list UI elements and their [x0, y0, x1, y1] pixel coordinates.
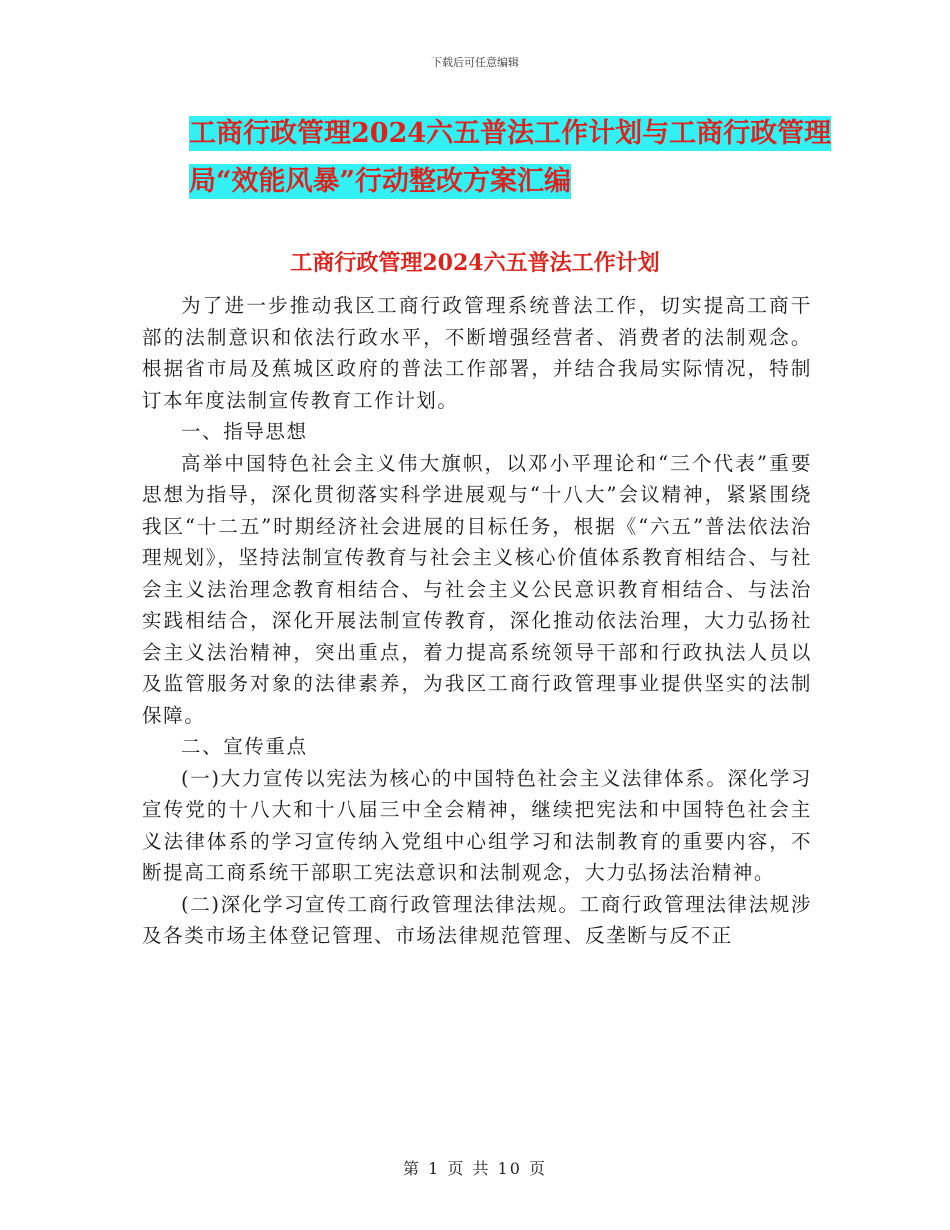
section-title: 工商行政管理2024六五普法工作计划: [290, 250, 660, 276]
paragraph: (二)深化学习宣传工商行政管理法律法规。工商行政管理法律法规涉及各类市场主体登记管理、市场法律规范管理、反垄断与反不正: [142, 892, 812, 947]
paragraph: 为了进一步推动我区工商行政管理系统普法工作，切实提高工商干部的法制意识和依法行政水平，不断增强经营者、消费者的法制观念。根据省市局及蕉城区政府的普法工作部署，并结合我局实际情况，特制订本年度法制宣传教育工作计划。: [142, 294, 812, 412]
title-line-1: 工商行政管理2024六五普法工作计划与工商行政管理: [189, 118, 832, 149]
document-body: [142, 290, 812, 952]
heading-publicity-focus: 二、宣传重点: [181, 735, 308, 758]
title-line-2: 局“效能风暴”行动整改方案汇编: [189, 166, 572, 197]
header-note: 下载后可任意编辑: [431, 56, 519, 69]
document-title: [140, 110, 840, 206]
heading-guiding-ideology: 一、指导思想: [181, 420, 308, 443]
paragraph: (一)大力宣传以宪法为核心的中国特色社会主义法律体系。深化学习宣传党的十八大和十八届三中全会精神，继续把宪法和中国特色社会主义法律体系的学习宣传纳入党组中心组学习和法制教育的重要内容，不断提高工商系统干部职工宪法意识和法制观念，大力弘扬法治精神。: [142, 766, 812, 884]
page-footer: 第 1 页 共 10 页: [403, 1159, 547, 1178]
paragraph: 高举中国特色社会主义伟大旗帜，以邓小平理论和“三个代表”重要思想为指导，深化贯彻落实科学进展观与“十八大”会议精神，紧紧围绕我区“十二五”时期经济社会进展的目标任务，根据《“六五”普法依法治理规划》，坚持法制宣传教育与社会主义核心价值体系教育相结合、与社会主义法治理念教育相结合、与社会主义公民意识教育相结合、与法治实践相结合，深化开展法制宣传教育，深化推动依法治理，大力弘扬社会主义法治精神，突出重点，着力提高系统领导干部和行政执法人员以及监管服务对象的法律素养，为我区工商行政管理事业提供坚实的法制保障。: [142, 451, 812, 727]
